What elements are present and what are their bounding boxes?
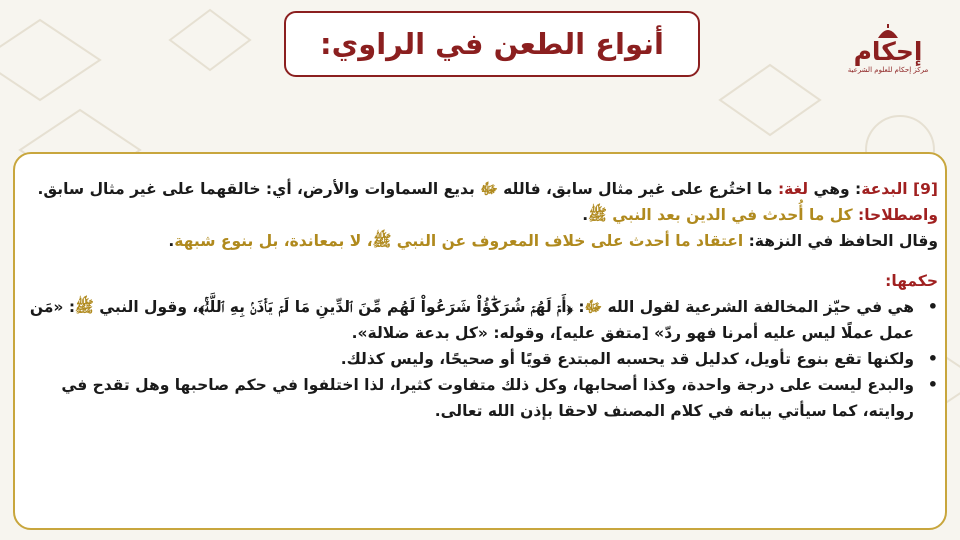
definition-paragraph <box>20 176 938 202</box>
honorific-glyph: ﷻ <box>480 180 498 198</box>
salla-glyph: ﷺ <box>75 298 94 316</box>
ruling-1-text-3: : «مَن عمل عملًا ليس عليه أمرنا فهو ردّ» [متفق عليه]، وقوله: «كل بدعة ضلالة». <box>29 298 914 342</box>
salla-glyph: ﷺ <box>588 206 607 224</box>
logo-wordmark: إحكام <box>853 37 923 66</box>
technical-text: كل ما أُحدث في الدين بعد النبي <box>612 206 859 224</box>
hafiz-quote-2: ، لا بمعاندة، بل بنوع شبهة <box>174 232 373 250</box>
ruling-2-text: ولكنها تقع بنوع تأويل، كدليل قد يحسبه المبتدع قويًا أو صحيحًا، وليس كذلك. <box>340 350 914 368</box>
technical-label: واصطلاحا: <box>858 206 938 224</box>
ruling-list <box>20 294 938 424</box>
language-label: لغة: <box>777 180 809 198</box>
hafiz-quote-1: اعتقاد ما أحدث على خلاف المعروف عن النبي <box>396 232 749 250</box>
list-item <box>20 346 938 372</box>
language-text-1: ما اختُرع على غير مثال سابق، فالله <box>503 180 778 198</box>
content-body <box>20 176 938 424</box>
technical-definition <box>20 202 938 228</box>
hafiz-quote-paragraph <box>20 228 938 254</box>
period-1: . <box>582 206 589 224</box>
definition-intro: : وهي <box>813 180 862 198</box>
title-box <box>284 11 700 77</box>
ruling-3-text: والبدع ليست على درجة واحدة، وكذا أصحابها، وكل ذلك متفاوت كثيرا، لذا اختلفوا في حكم صاحبها وهل تقدح في روايته، كما سيأتي بيانه في كلام المصنف لاحقا بإذن الله تعالى. <box>61 376 914 420</box>
salla-glyph: ﷺ <box>372 232 392 250</box>
term-bidah: البدعة <box>861 180 908 198</box>
language-text-3: خالقهما على غير مثال سابق. <box>37 180 266 198</box>
entry-number: [9] <box>913 180 938 198</box>
period-2: . <box>168 232 175 250</box>
list-item <box>20 372 938 424</box>
ruling-1-text-1: هي في حيّز المخالفة الشرعية لقول الله <box>607 298 914 316</box>
language-text-2: بديع السماوات والأرض، أي: <box>265 180 481 198</box>
ruling-1-quote: : ﴿أَمۡ لَهُمۡ شُرَكَٰٓؤُاْ شَرَعُواْ لَهُم مِّنَ ٱلدِّينِ مَا لَمۡ يَأۡذَنۢ بِهِ ٱللَّهُۚ﴾، <box>192 298 585 316</box>
hafiz-intro: وقال الحافظ في النزهة: <box>748 232 938 250</box>
honorific-glyph: ﷻ <box>584 298 603 316</box>
ruling-1-text-2: وقول النبي <box>99 298 193 316</box>
ruling-heading: حكمها: <box>885 272 938 290</box>
list-item <box>20 294 938 346</box>
mosque-dome-icon <box>875 24 901 38</box>
logo-subtitle: مركز إحكام للعلوم الشرعية <box>847 66 929 74</box>
logo <box>842 24 934 94</box>
page-title: أنواع الطعن في الراوي: <box>320 27 664 61</box>
